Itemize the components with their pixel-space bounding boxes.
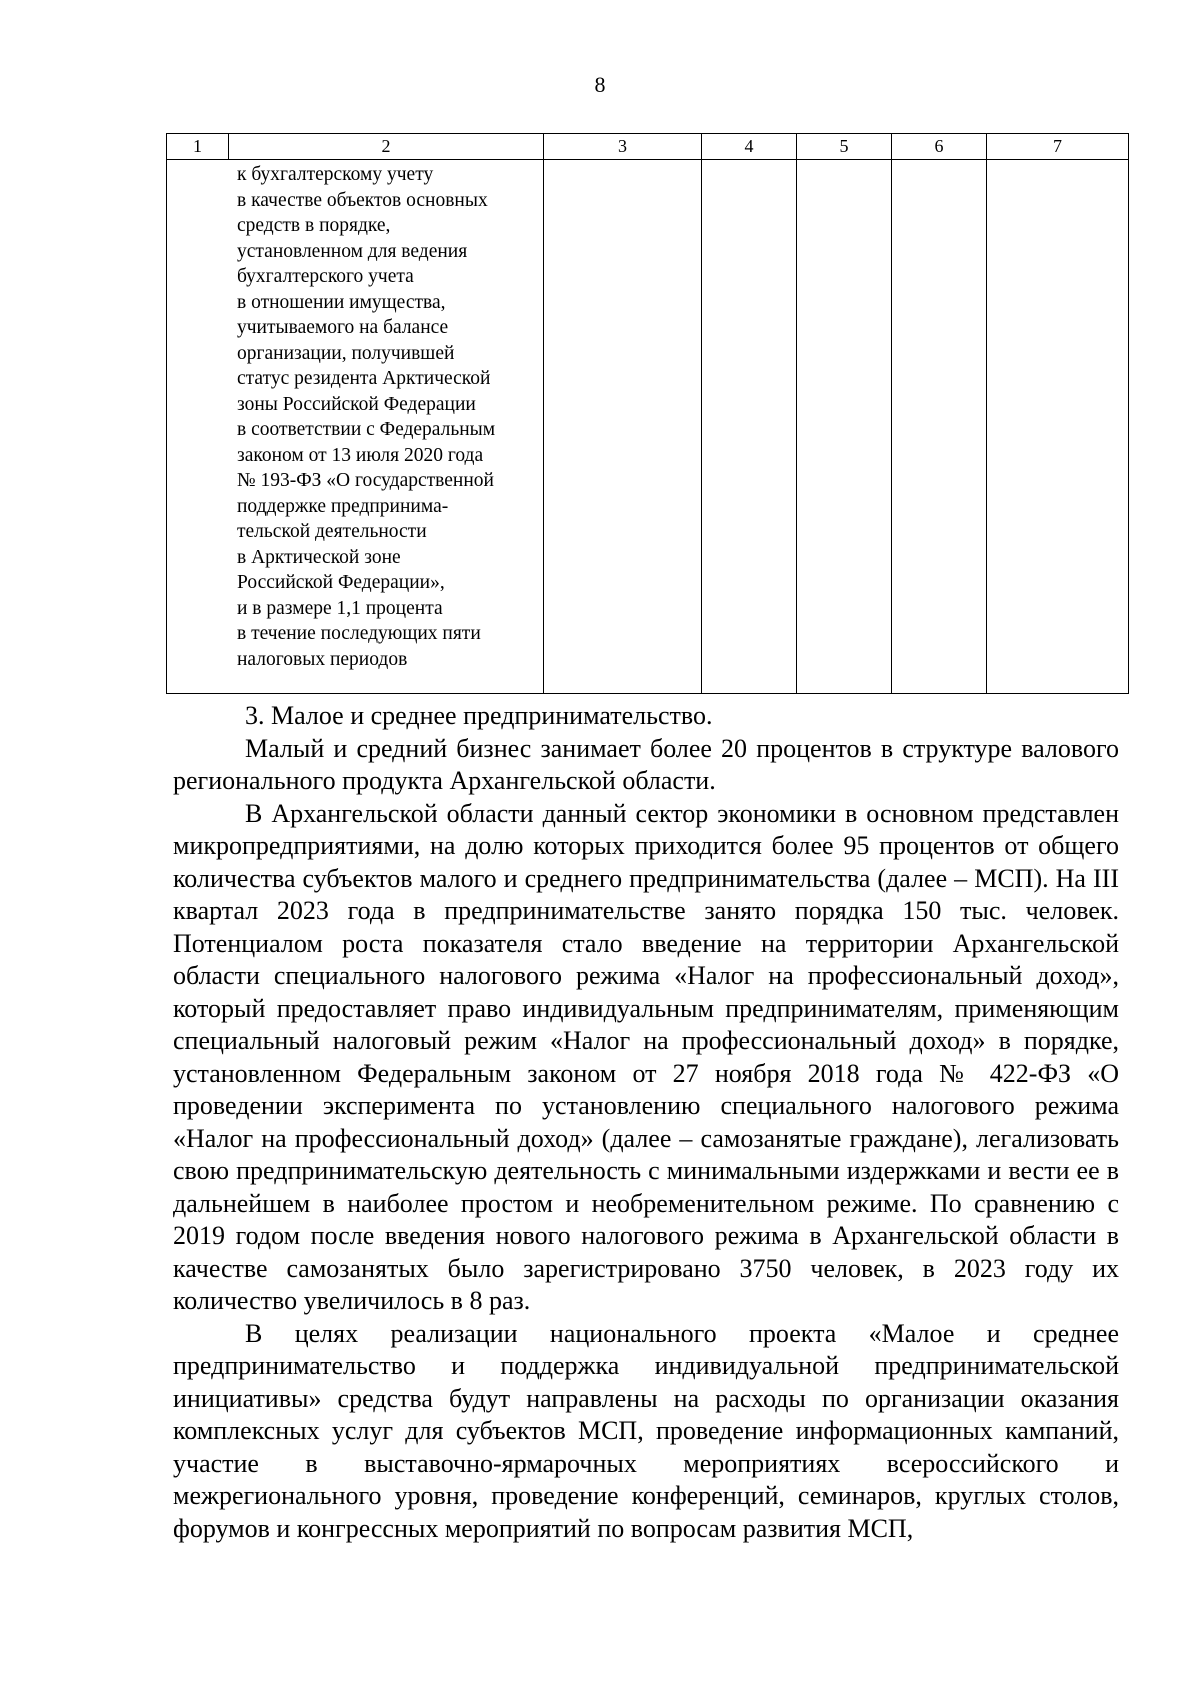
table-cell-empty — [892, 160, 987, 694]
cell-line: и в размере 1,1 процента — [237, 597, 443, 619]
column-header: 5 — [797, 134, 892, 160]
paragraph: В целях реализации национального проекта «Малое и среднее предпринимательство и поддержка индивидуальной предпринимательской инициативы» средства будут направлены на расходы по организации оказания комплексных услуг для субъектов МСП, проведение информационных кампаний, участие в выставочно-ярмарочных мероприятиях всероссийского и межрегионального уровня, проведение конференций, семинаров, круглых столов, форумов и конгрессных мероприятий по вопросам развития МСП, — [173, 1318, 1119, 1543]
section-heading: 3. Малое и среднее предпринимательство. — [245, 701, 713, 730]
table-cell-empty — [544, 160, 702, 694]
cell-line: средств в порядке, — [237, 215, 391, 236]
cell-line: в Арктической зоне — [237, 546, 401, 568]
column-header: 3 — [544, 134, 702, 160]
cell-line: к бухгалтерскому учету — [237, 164, 434, 185]
cell-line: в соответствии с Федеральным — [237, 419, 496, 440]
cell-line: в качестве объектов основных — [237, 189, 488, 211]
table-cell-empty — [987, 160, 1129, 694]
column-header: 6 — [892, 134, 987, 160]
continuation-table — [166, 133, 1129, 694]
table-cell-empty — [797, 160, 892, 694]
column-header: 2 — [229, 134, 544, 160]
cell-line: статус резидента Арктической — [237, 368, 491, 389]
column-header: 1 — [167, 134, 229, 160]
page-number: 8 — [594, 72, 606, 97]
cell-line: тельской деятельности — [237, 521, 427, 542]
table-header-row — [167, 134, 1129, 160]
cell-line: бухгалтерского учета — [237, 266, 414, 287]
cell-line: законом от 13 июля 2020 года — [237, 444, 484, 466]
column-header: 7 — [987, 134, 1129, 160]
cell-line: учитываемого на балансе — [237, 317, 449, 338]
cell-line: в отношении имущества, — [237, 291, 446, 313]
cell-line: поддержке предпринима- — [237, 495, 449, 517]
column-header: 4 — [702, 134, 797, 160]
cell-line: № 193-ФЗ «О государственной — [237, 470, 494, 491]
paragraph: Малый и средний бизнес занимает более 20 процентов в структуре валового регионального продукта Архангельской области. — [173, 733, 1119, 795]
table-cell-empty — [702, 160, 797, 694]
cell-line: налоговых периодов — [237, 648, 408, 670]
cell-line: Российской Федерации», — [237, 572, 445, 593]
paragraph: В Архангельской области данный сектор экономики в основном представлен микропредприятиями, на долю которых приходится более 95 процентов от общего количества субъектов малого и среднего предпринимательства (далее – МСП). На III квартал 2023 года в предпринимательстве занято порядка 150 тыс. человек. Потенциалом роста показателя стало введение на территории Архангельской области специального налогового режима «Налог на профессиональный доход», который предоставляет право индивидуальным предпринимателям, применяющим специальный налоговый режим «Налог на профессиональный доход» в порядке, установленном Федеральным законом от 27 ноября 2018 года № 422-ФЗ «О проведении эксперимента по установлению специального налогового режима «Налог на профессиональный доход» (далее – самозанятые граждане), легализовать свою предпринимательскую деятельность с минимальными издержками и вести ее в дальнейшем в наиболее простом и необременительном режиме. По сравнению с 2019 годом после введения нового налогового режима в Архангельской области в качестве самозанятых было зарегистрировано 3750 человек, в 2023 году их количество увеличилось в 8 раз. — [173, 798, 1119, 1315]
body-text — [173, 700, 1119, 1545]
table-cell-description — [167, 160, 544, 694]
cell-line: организации, получившей — [237, 342, 455, 364]
cell-line: зоны Российской Федерации — [237, 393, 476, 415]
table-row — [167, 160, 1129, 694]
cell-line: в течение последующих пяти — [237, 623, 481, 644]
cell-line: установленном для ведения — [237, 240, 468, 262]
